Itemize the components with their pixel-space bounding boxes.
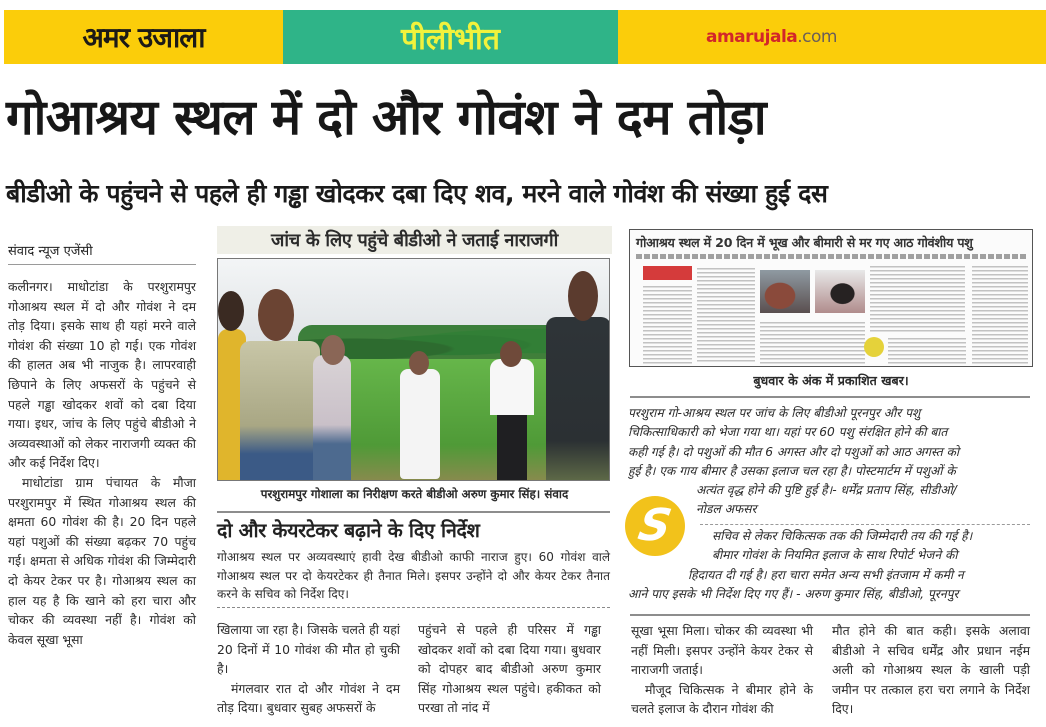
article-column-2 <box>217 620 400 718</box>
clipping-headline: गोआश्रय स्थल में 20 दिन में भूख और बीमारी से मर गए आठ गोवंशीय पशु <box>636 235 973 250</box>
person-head <box>321 335 345 365</box>
section-headline: दो और केयरटेकर बढ़ाने के दिए निर्देश <box>217 519 480 542</box>
person-white-kurta <box>400 369 440 479</box>
person-bdo-trousers <box>497 415 527 481</box>
city-name: पीलीभीत <box>401 21 500 57</box>
news-photo <box>217 258 610 481</box>
clipping-text <box>972 266 1028 364</box>
clipping-text <box>760 322 865 364</box>
person-head <box>409 351 429 375</box>
quote-bottom-divider <box>630 614 1030 616</box>
official-quote-bdo <box>628 527 1032 604</box>
paragraph: मौत होने की बात कही। इसके अलावा बीडीओ ने सचिव धर्मेंद्र और प्रधान नईम अली को गोआश्रय स्थल के खाली पड़ी जमीन पर तत्काल हरा चरा लगाने के निर्देश दिए। <box>832 623 1030 717</box>
website-url <box>706 27 837 47</box>
quote-line: हिदायत दी गई है। हरा चारा समेत अन्य सभी इंतजाम में कमी न <box>688 567 964 582</box>
clipping-photo-2 <box>815 270 865 313</box>
byline-divider <box>8 264 196 265</box>
clipping-text <box>697 268 755 364</box>
quote-line: नोडल अफसर <box>696 502 757 517</box>
clipping-text <box>888 338 966 364</box>
clipping-divider <box>630 396 1030 398</box>
person-head <box>258 289 294 341</box>
caption-divider <box>217 511 610 513</box>
official-quote-cdo <box>628 404 1032 520</box>
clipping-text <box>643 286 692 364</box>
logo-glyph: S <box>634 500 676 551</box>
city-edition-banner <box>283 10 618 64</box>
person-head <box>500 341 522 367</box>
clipping-logo-icon <box>864 337 884 357</box>
previous-article-clipping <box>629 229 1033 367</box>
person-dark-tshirt <box>546 317 610 481</box>
paragraph: माधोटांडा ग्राम पंचायत के मौजा परशुरामपुर में स्थित गोआश्रय स्थल की क्षमता 60 गोवंश की है। 20 दिन पहले यहां पशुओं की संख्या बढ़कर 70 पहुंच गई। क्षमता से अधिक गोवंश की जिम्मेदारी दो केयर टेकर पर है। गोआश्रय स्थल का हाल यह है कि खाने को हरा चारा और चोकर की व्यवस्था नहीं है। गोवंश को केवल सूखा भूसा <box>8 474 196 647</box>
person-head <box>568 271 598 321</box>
masthead <box>4 10 1046 64</box>
paragraph: मंगलवार रात दो और गोवंश ने दम तोड़ दिया। बुधवार सुबह अफसरों के <box>217 680 400 716</box>
quote-line: परशुराम गो-आश्रय स्थल पर जांच के लिए बीडीओ पूरनपुर और पशु <box>628 406 921 420</box>
sub-headline: बीडीओ के पहुंचने से पहले ही गड्ढा खोदकर दबा दिए शव, मरने वाले गोवंश की संख्या हुई दस <box>6 179 828 208</box>
website-tld: .com <box>797 27 837 47</box>
main-headline: गोआश्रय स्थल में दो और गोवंश ने दम तोड़ा <box>6 89 767 146</box>
person-bdo-white-shirt <box>490 359 534 415</box>
website-domain: amarujala <box>706 27 798 47</box>
paragraph: पहुंचने से पहले ही परिसर में गड्ढा खोदकर शवों को दबा दिया गया। बुधवार को दोपहर बाद बीडीओ अरुण कुमार सिंह गोआश्रय स्थल पहुंचे। हकीकत को परखा तो नांद में <box>418 622 601 716</box>
person-striped-shirt <box>313 355 351 481</box>
article-column-4 <box>631 621 813 719</box>
person-head <box>218 291 244 331</box>
article-column-3 <box>418 620 601 718</box>
quote-line: सचिव से लेकर चिकित्सक तक की जिम्मेदारी तय की गई है। <box>712 529 973 543</box>
person-checked-shirt <box>240 341 320 481</box>
brand-logo <box>4 10 283 64</box>
quote-line: चिकित्साधिकारी को भेजा गया था। यहां पर 60 पशु संरक्षित होने की बात <box>628 425 948 440</box>
quote-line: अत्यंत वृद्ध होने की पुष्टि हुई है।- धर्मेंद्र प्रताप सिंह, सीडीओ/ <box>696 483 957 498</box>
quote-line: हुई है। एक गाय बीमार है उसका इलाज चल रहा है। पोस्टमार्टम में पशुओं के <box>628 463 956 478</box>
clipping-photo-1 <box>760 270 810 313</box>
clipping-text <box>870 266 965 334</box>
clipping-subheadline <box>636 254 1026 259</box>
clipping-caption: बुधवार के अंक में प्रकाशित खबर। <box>753 373 909 388</box>
photo-caption: परशुरामपुर गोशाला का निरीक्षण करते बीडीओ अरुण कुमार सिंह। संवाद <box>260 487 569 501</box>
paragraph: कलीनगर। माधोटांडा के परशुरामपुर गोआश्रय स्थल में दो और गोवंश ने दम तोड़ दिया। इसके साथ ही यहां मरने वाले गोवंश की संख्या 10 हो गई। एक गोवंश की हालत अब भी नाजुक है। लापरवाही छिपाने के लिए अफसरों के पहुंचने से पहले गड्ढा खोदकर शवों को दबा दिया गया। इधर, जांच के लिए पहुंचे बीडीओ ने अव्यवस्थाओं को लेकर नाराजगी व्यक्त की और कई निर्देश दिए। <box>8 279 196 471</box>
article-column-1 <box>8 277 196 649</box>
paragraph: मौजूद चिकित्सक ने बीमार होने के चलते इलाज के दौरान गोवंश की <box>631 681 813 717</box>
quote-divider <box>700 524 1030 525</box>
byline: संवाद न्यूज एजेंसी <box>8 244 93 259</box>
quote-line: कही गई है। दो पशुओं की मौत 6 अगस्त और दो पशुओं को आठ अगस्त को <box>628 444 960 459</box>
section-body: गोआश्रय स्थल पर अव्यवस्थाएं हावी देख बीडीओ काफी नाराज हुए। 60 गोवंश वाले गोआश्रय स्थल पर दो केयरटेकर ही तैनात मिले। इसपर उन्होंने दो और केयर टेकर तैनात करने के सचिव को निर्देश दिए। <box>217 550 610 602</box>
dashed-divider <box>217 607 610 608</box>
quote-line: आने पाए इसके भी निर्देश दिए गए हैं। - अरुण कुमार सिंह, बीडीओ, पूरनपुर <box>628 586 959 601</box>
photo-title: जांच के लिए पहुंचे बीडीओ ने जताई नाराजगी <box>271 230 558 251</box>
article-column-5 <box>832 621 1030 719</box>
paragraph: खिलाया जा रहा है। जिसके चलते ही यहां 20 दिनों में 10 गोवंश की मौत हो चुकी है। <box>217 622 400 677</box>
website-banner <box>618 10 1046 64</box>
photo-title-bar <box>217 226 612 254</box>
paragraph: सूखा भूसा मिला। चोकर की व्यवस्था भी नहीं मिली। इसपर उन्होंने केयर टेकर से नाराजगी जताई। <box>631 623 813 678</box>
quote-line: बीमार गोवंश के नियमित इलाज के साथ रिपोर्ट भेजने की <box>712 548 958 563</box>
brand-name: अमर उजाला <box>82 21 205 54</box>
clipping-red-tag <box>643 266 692 280</box>
